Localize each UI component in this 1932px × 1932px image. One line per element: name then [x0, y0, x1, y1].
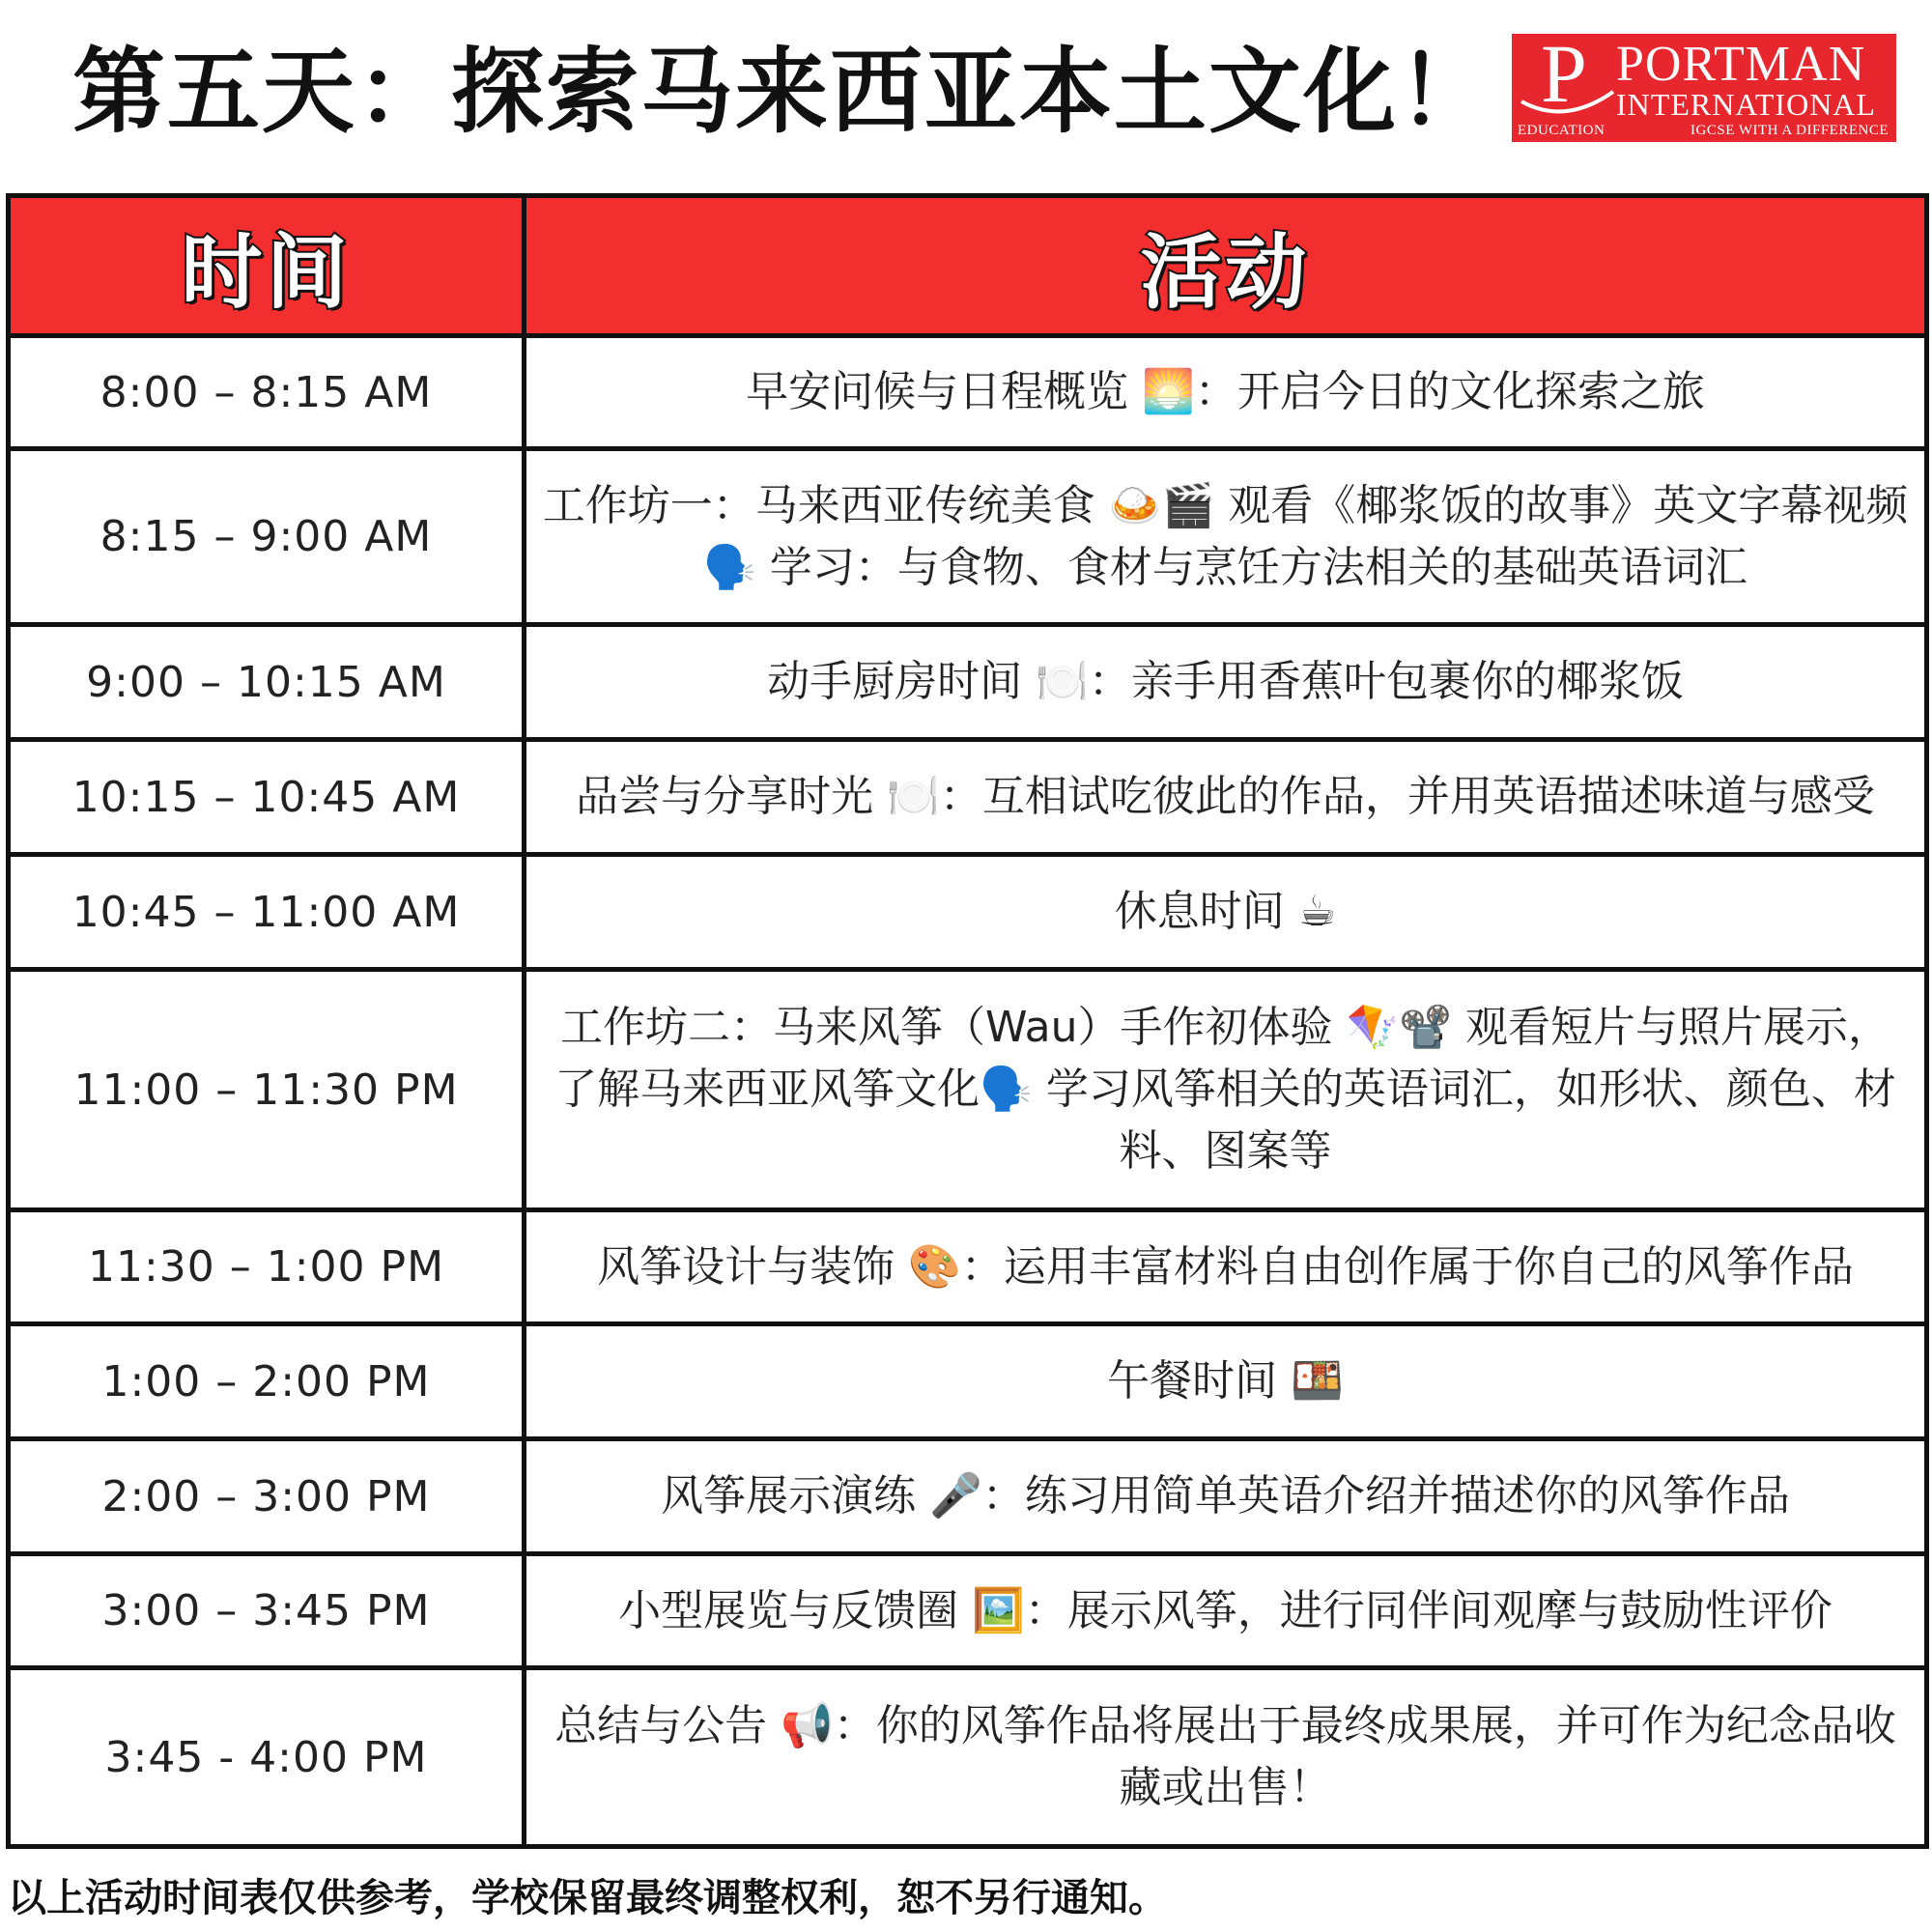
- table-row: [9, 1439, 1927, 1554]
- row-time: 8:00 – 8:15 AM: [9, 336, 525, 449]
- table-row: [9, 970, 1927, 1210]
- row-time: 2:00 – 3:00 PM: [9, 1439, 525, 1554]
- page-title: 第五天：探索马来西亚本土文化！: [72, 38, 1492, 146]
- row-activity: 工作坊二：马来风筝（Wau）手作初体验 🪁📽️ 观看短片与照片展示，了解马来西亚风筝文化🗣️ 学习风筝相关的英语词汇，如形状、颜色、材料、图案等: [525, 970, 1927, 1210]
- row-activity: 早安问候与日程概览 🌅：开启今日的文化探索之旅: [525, 336, 1927, 449]
- table-row: [9, 855, 1927, 970]
- row-activity: 动手厨房时间 🍽️：亲手用香蕉叶包裹你的椰浆饭: [525, 625, 1927, 740]
- row-activity: 风筝展示演练 🎤：练习用简单英语介绍并描述你的风筝作品: [525, 1439, 1927, 1554]
- schedule-table: [6, 193, 1929, 1849]
- table-row: [9, 336, 1927, 449]
- logo-name-line1: PORTMAN: [1616, 37, 1866, 92]
- table-row: [9, 625, 1927, 740]
- table-row: [9, 1554, 1927, 1668]
- header-time: 时间: [9, 196, 525, 336]
- row-time: 10:45 – 11:00 AM: [9, 855, 525, 970]
- row-time: 10:15 – 10:45 AM: [9, 740, 525, 855]
- row-activity: 小型展览与反馈圈 🖼️：展示风筝，进行同伴间观摩与鼓励性评价: [525, 1554, 1927, 1668]
- row-time: 8:15 – 9:00 AM: [9, 449, 525, 625]
- header-activity: 活动: [525, 196, 1927, 336]
- row-time: 11:30 – 1:00 PM: [9, 1210, 525, 1324]
- table-row: [9, 740, 1927, 855]
- row-activity: 风筝设计与装饰 🎨：运用丰富材料自由创作属于你自己的风筝作品: [525, 1210, 1927, 1324]
- table-row: [9, 1668, 1927, 1847]
- logo-left-tag: EDUCATION: [1518, 123, 1605, 138]
- row-activity: 总结与公告 📢：你的风筝作品将展出于最终成果展，并可作为纪念品收藏或出售！: [525, 1668, 1927, 1847]
- row-activity: 品尝与分享时光 🍽️：互相试吃彼此的作品，并用英语描述味道与感受: [525, 740, 1927, 855]
- row-time: 1:00 – 2:00 PM: [9, 1324, 525, 1439]
- row-time: 3:45 - 4:00 PM: [9, 1668, 525, 1847]
- table-header-row: [9, 196, 1927, 336]
- logo-letter: P: [1541, 27, 1587, 120]
- portman-logo: [1512, 27, 1896, 142]
- table-row: [9, 1324, 1927, 1439]
- row-time: 9:00 – 10:15 AM: [9, 625, 525, 740]
- row-time: 3:00 – 3:45 PM: [9, 1554, 525, 1668]
- table-row: [9, 449, 1927, 625]
- logo-right-tag: IGCSE WITH A DIFFERENCE: [1690, 123, 1889, 138]
- table-row: [9, 1210, 1927, 1324]
- footnote: 以上活动时间表仅供参考，学校保留最终调整权利，恕不另行通知。: [8, 1876, 1167, 1920]
- row-time: 11:00 – 11:30 PM: [9, 970, 525, 1210]
- row-activity: 工作坊一：马来西亚传统美食 🍛🎬 观看《椰浆饭的故事》英文字幕视频🗣️ 学习：与食物、食材与烹饪方法相关的基础英语词汇: [525, 449, 1927, 625]
- logo-name-line2: INTERNATIONAL: [1616, 87, 1876, 122]
- row-activity: 休息时间 ☕: [525, 855, 1927, 970]
- row-activity: 午餐时间 🍱: [525, 1324, 1927, 1439]
